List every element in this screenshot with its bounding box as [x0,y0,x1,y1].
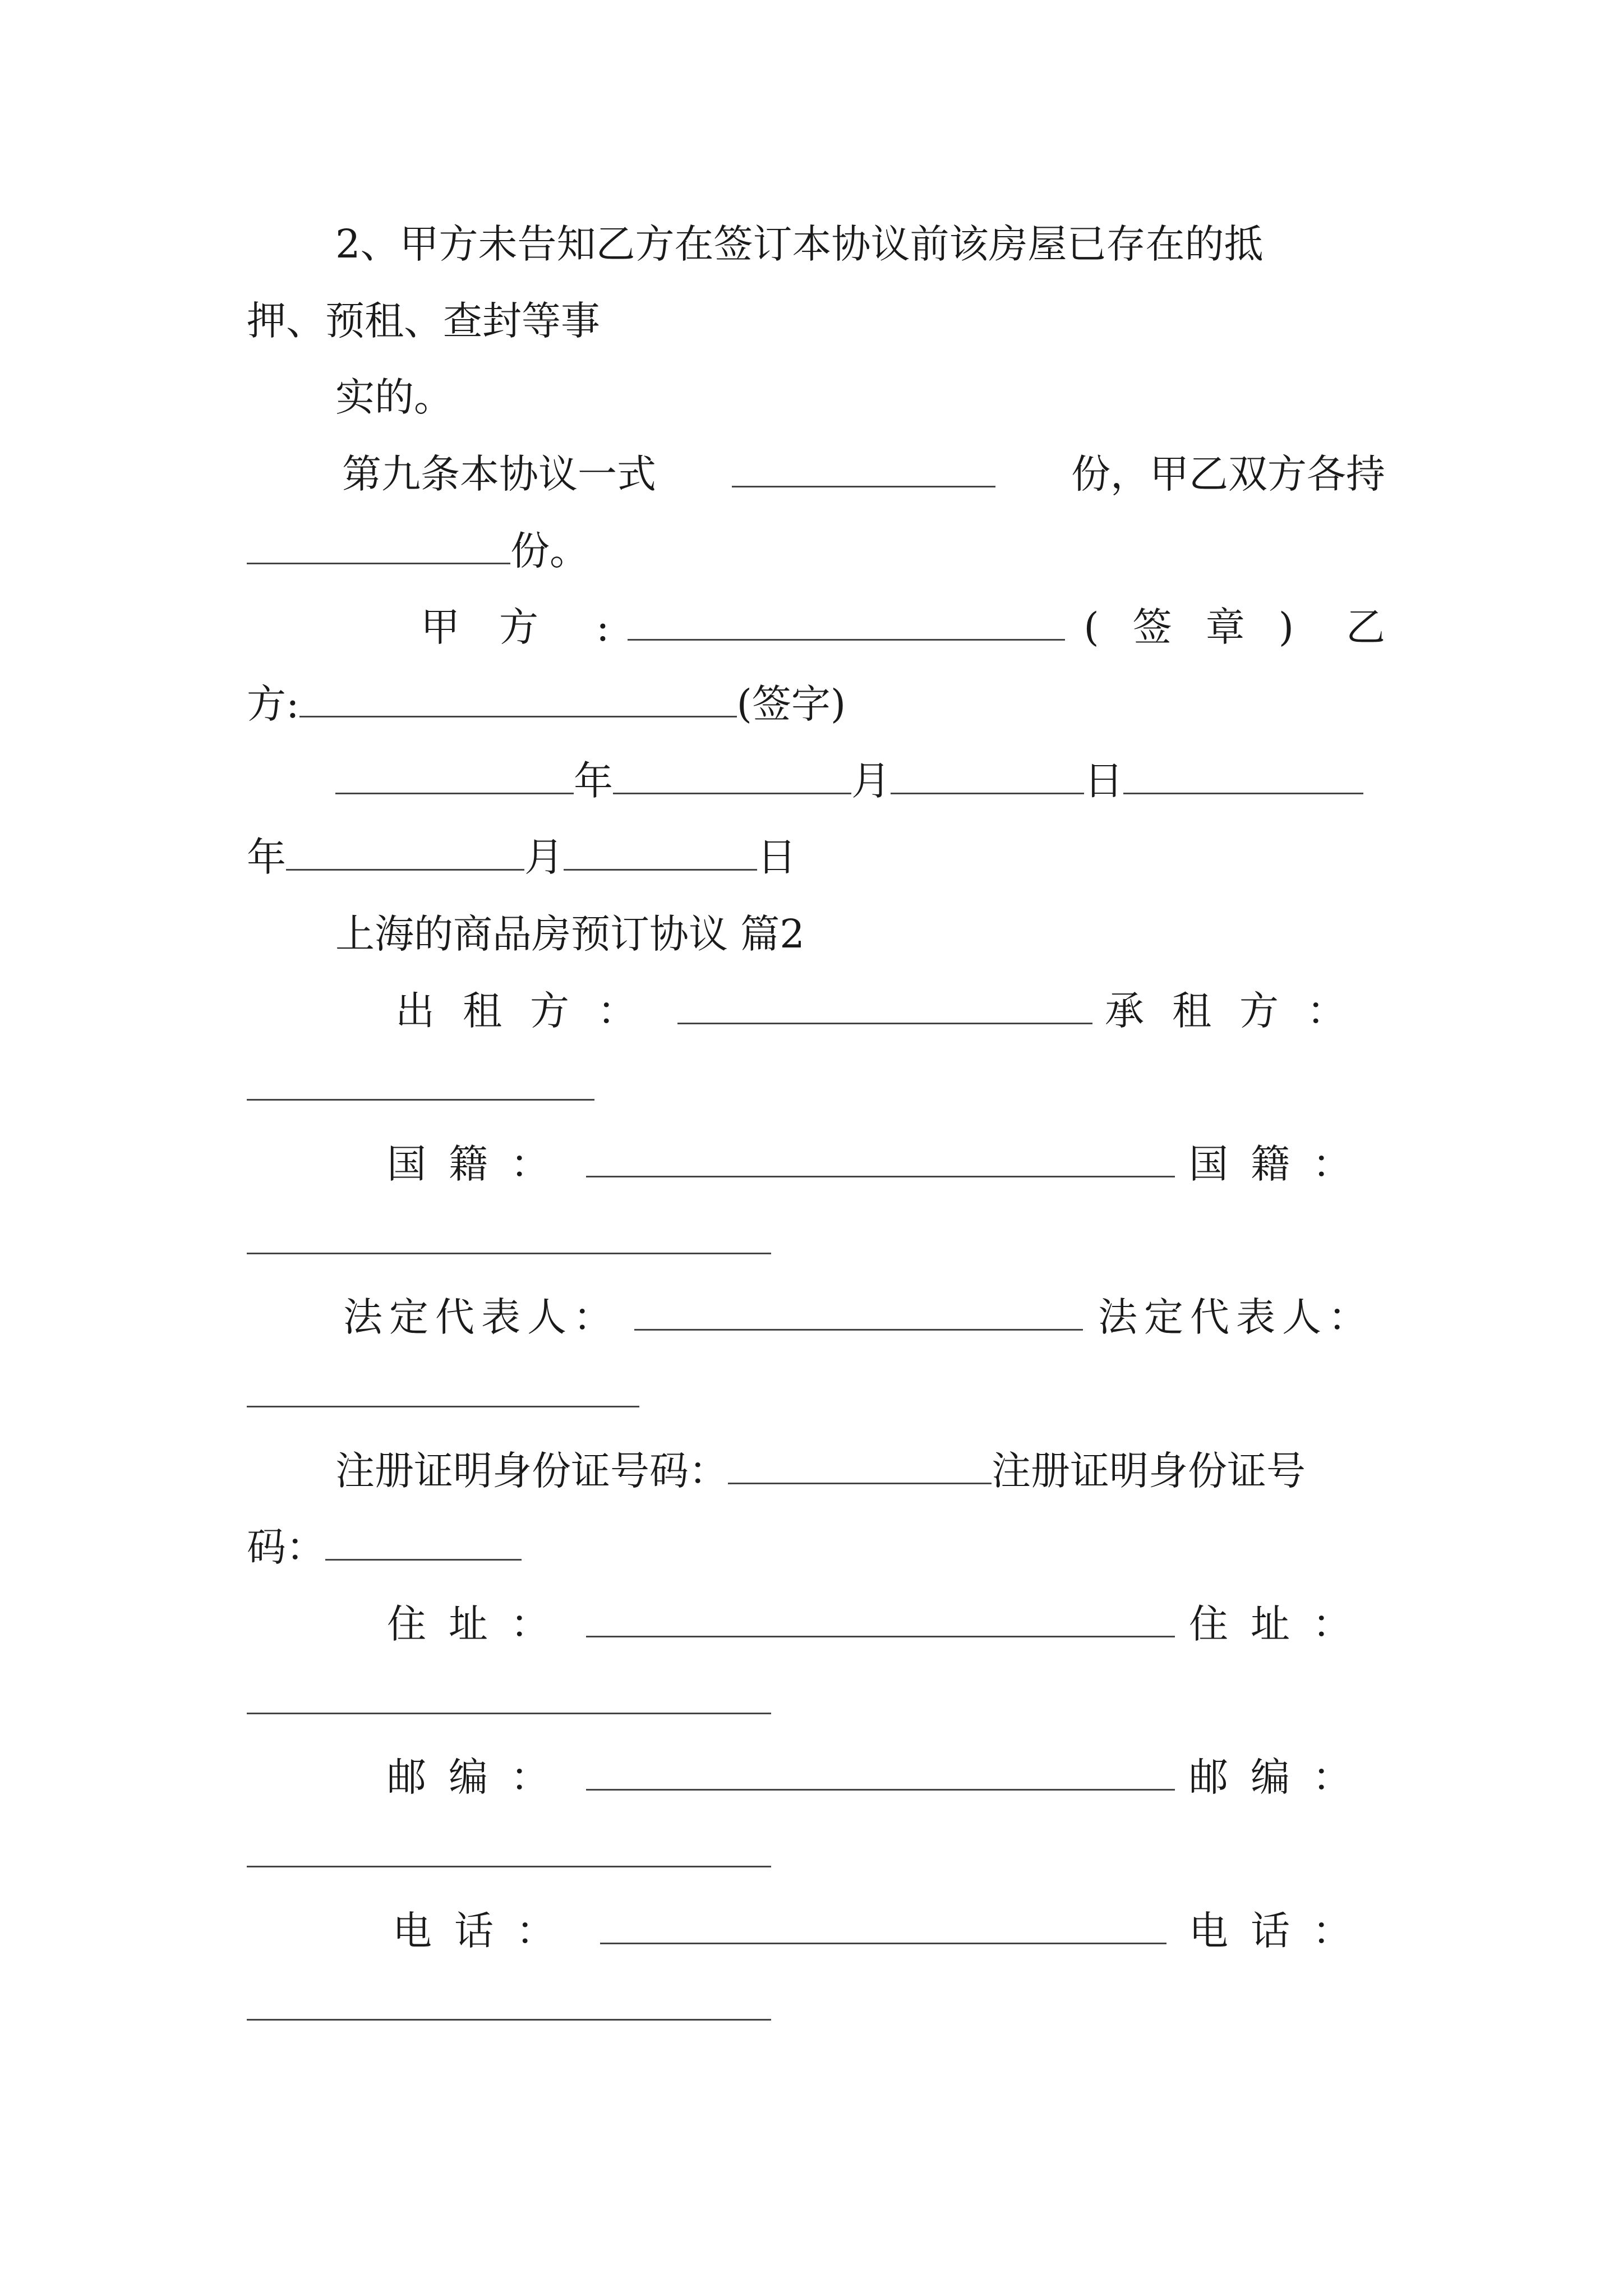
lessee-nationality-blank[interactable] [247,1213,771,1254]
paragraph-text: 2、甲方未告知乙方在签订本协议前该房屋已存在的抵 [335,221,1264,267]
article-text: 份，甲乙双方各持 [1071,451,1385,497]
colon: : [596,604,610,650]
party-b-line [247,676,1385,732]
legal-rep-blank-line [247,1366,1385,1422]
date-line [247,829,1385,885]
reg-id-label: 注册证明身份证号码： [335,1448,728,1494]
phone-line [393,1903,1374,1959]
lessor-address-blank[interactable] [586,1596,1175,1637]
month-blank[interactable] [613,753,851,794]
month-label: 月 [851,758,891,804]
year-blank[interactable] [335,753,574,794]
lessee-reg-id-blank[interactable] [325,1520,522,1561]
party-a-blank[interactable] [628,600,1065,641]
article-text: 第九条本协议一式 [342,451,656,497]
phone-label: 电话： [393,1908,578,1954]
copies-blank[interactable] [732,447,995,487]
postcode-label: 邮编： [387,1754,572,1800]
lessee-blank[interactable] [247,1060,594,1101]
reg-id-label: 码： [247,1524,325,1570]
month-blank[interactable] [286,830,524,871]
lessor-phone-blank[interactable] [600,1903,1166,1944]
year-blank[interactable] [1123,753,1363,794]
day-label: 日 [1084,758,1123,804]
paragraph-line [247,293,1385,349]
day-blank[interactable] [891,753,1084,794]
phone-label: 电话： [1189,1908,1374,1954]
address-blank-line [247,1673,1385,1729]
lessor-reg-id-blank[interactable] [728,1443,992,1484]
party-a-line [421,599,1385,655]
address-label: 住址： [1189,1601,1374,1647]
nationality-line [387,1136,1374,1192]
year-label: 年 [247,834,286,880]
lessee-address-blank[interactable] [247,1673,771,1714]
lessor-line [395,983,1374,1039]
lessor-nationality-blank[interactable] [586,1137,1175,1177]
party-b-label: 方: [247,681,299,727]
paragraph-text: 实的。 [335,374,453,420]
date-line [335,753,1385,809]
address-line [387,1596,1374,1652]
reg-id-label: 注册证明身份证号 [992,1448,1306,1494]
lessor-legal-rep-blank[interactable] [634,1290,1083,1331]
lessor-label: 出租方： [395,988,665,1034]
reg-id-line [335,1443,1385,1499]
party-a-label: 甲方 [421,604,578,650]
nationality-label: 国籍： [1189,1141,1374,1187]
lessor-blank[interactable] [677,983,1092,1024]
nationality-blank-line [247,1213,1385,1269]
day-blank[interactable] [564,830,757,871]
lessee-label: 承租方： [1105,988,1374,1034]
postcode-label: 邮编： [1189,1754,1374,1800]
lessee-legal-rep-blank[interactable] [247,1366,639,1407]
postcode-line [387,1749,1374,1805]
year-label: 年 [574,758,613,804]
section-title: 上海的商品房预订协议 篇2 [335,911,805,957]
postcode-blank-line [247,1826,1385,1882]
day-label: 日 [757,834,796,880]
month-label: 月 [524,834,564,880]
seal-label: (签章) [1083,604,1328,650]
article-nine-line [342,446,1385,502]
paragraph-line [335,369,1474,425]
lessee-postcode-blank[interactable] [247,1826,771,1867]
lessee-blank-line [247,1059,1385,1115]
lessee-phone-blank[interactable] [247,1980,771,2021]
article-text: 份。 [510,528,589,574]
party-b-blank[interactable] [299,677,737,717]
sign-label: (签字) [736,681,846,727]
paragraph-line [335,216,1385,272]
lessor-postcode-blank[interactable] [586,1750,1175,1791]
address-label: 住址： [387,1601,572,1647]
party-b-label: 乙 [1345,604,1385,650]
copies-each-blank[interactable] [247,523,510,564]
section-heading [335,906,1474,962]
legal-rep-label: 法定代表人： [343,1294,619,1340]
phone-blank-line [247,1979,1385,2035]
legal-rep-label: 法定代表人： [1098,1294,1374,1340]
legal-rep-line [343,1289,1374,1345]
paragraph-text: 押、预租、查封等事 [247,298,600,344]
nationality-label: 国籍： [387,1141,572,1187]
article-nine-line [247,523,1385,579]
reg-id-line [247,1519,1385,1575]
